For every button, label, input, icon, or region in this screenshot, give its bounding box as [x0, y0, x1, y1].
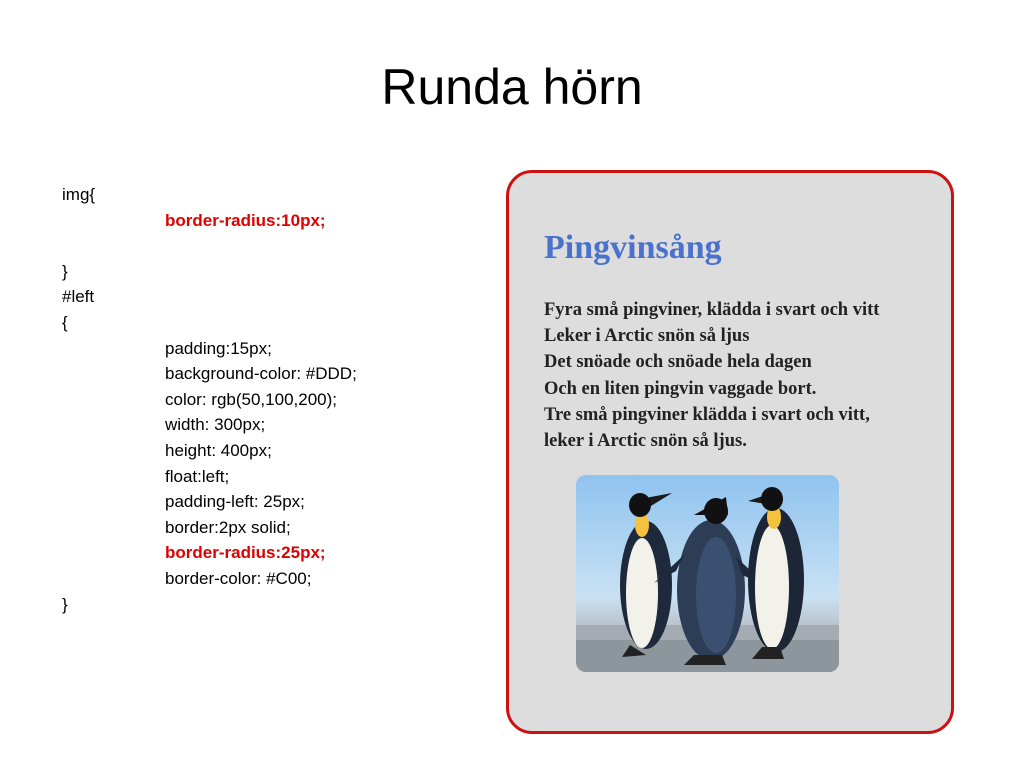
code-line: color: rgb(50,100,200); [165, 389, 337, 409]
code-line: { [62, 312, 68, 332]
poem-text [544, 297, 879, 454]
code-line: width: 300px; [165, 415, 266, 435]
code-line: border-color: #C00; [165, 568, 312, 588]
highlighted-code-line: border-radius:10px; [165, 210, 326, 230]
poem-line: Det snöade och snöade hela dagen [544, 352, 812, 373]
code-line: border:2px solid; [165, 517, 291, 537]
code-line: img{ [62, 185, 96, 204]
poem-line: Tre små pingviner klädda i svart och vitt, [544, 404, 870, 425]
poem-line: leker i Arctic snön så ljus. [544, 431, 747, 452]
penguins-image [576, 475, 839, 672]
code-line: padding-left: 25px; [165, 492, 305, 512]
code-line: padding:15px; [165, 338, 272, 358]
code-line: } [62, 261, 68, 281]
css-code-block [62, 182, 357, 617]
code-line [62, 233, 357, 259]
code-line: height: 400px; [165, 440, 272, 460]
rounded-corner-preview-panel [506, 170, 954, 734]
code-line: } [62, 594, 68, 614]
penguins-illustration [576, 475, 839, 672]
poem-title: Pingvinsång [544, 229, 722, 266]
poem-line: Fyra små pingviner, klädda i svart och vitt [544, 300, 880, 320]
poem-line: Leker i Arctic snön så ljus [544, 326, 750, 347]
code-line: float:left; [165, 466, 230, 486]
code-line: background-color: #DDD; [165, 364, 357, 384]
poem-line: Och en liten pingvin vaggade bort. [544, 378, 817, 399]
highlighted-code-line: border-radius:25px; [165, 543, 326, 563]
code-line: #left [62, 287, 95, 307]
slide-title: Runda hörn [381, 59, 643, 115]
